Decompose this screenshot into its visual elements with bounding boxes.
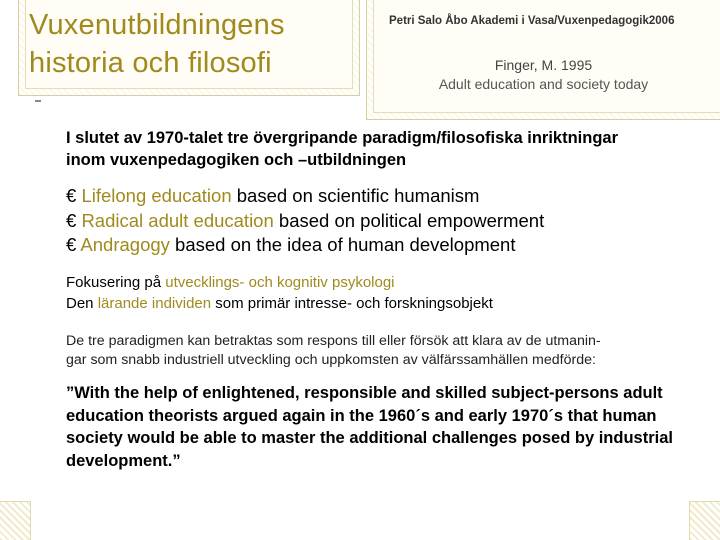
slide-title (29, 6, 285, 82)
divider (35, 100, 41, 102)
quote (66, 382, 686, 472)
title-panel (18, 0, 360, 96)
explanation-line: De tre paradigmen kan betraktas som respons till eller försök att klara av de utmanin- (66, 333, 601, 349)
reference-panel (366, 0, 720, 120)
focus-text (66, 272, 706, 314)
list-item (66, 184, 706, 209)
corner-decoration-right (689, 501, 720, 540)
focus-text-plain: Fokusering på (66, 274, 166, 291)
quote-line: ”With the help of enlightened, responsible and skilled subject-persons adult (66, 384, 663, 402)
list-item (66, 233, 706, 258)
intro-line: I slutet av 1970-talet tre övergripande paradigm/filosofiska inriktningar (66, 129, 618, 147)
citation-title: Adult education and society today (438, 76, 649, 92)
header-reference: Petri Salo Åbo Akademi i Vasa/Vuxenpedagogik2006 (389, 15, 675, 27)
focus-highlight: utvecklings- och kognitiv psykologi (165, 274, 395, 291)
focus-text-plain: Den (66, 295, 98, 312)
quote-line: society would be able to master the additional challenges posed by industrial (66, 429, 673, 447)
list-item (66, 209, 706, 234)
focus-text-plain: som primär intresse- och forskningsobjekt (211, 295, 493, 312)
paradigm-term: Radical adult education (81, 209, 274, 231)
citation-author: Finger, M. 1995 (494, 57, 593, 73)
paradigm-description: based on the idea of human development (169, 234, 516, 255)
corner-decoration-left (0, 501, 31, 540)
paradigm-list (66, 184, 706, 258)
slide-title-line: historia och filosofi (29, 47, 272, 79)
focus-line (66, 272, 706, 293)
focus-line (66, 293, 706, 314)
paradigm-explanation (66, 332, 706, 369)
intro-text (66, 127, 706, 171)
paradigm-term: Lifelong education (81, 185, 232, 206)
euro-bullet-icon: € (66, 185, 77, 206)
explanation-line: gar som snabb industriell utveckling och uppkomsten av välfärssamhällen medförde: (66, 351, 596, 368)
paradigm-description: based on scientific humanism (231, 185, 480, 206)
paradigm-description: based on political empowerment (273, 209, 545, 231)
focus-highlight: lärande individen (97, 295, 212, 312)
euro-bullet-icon: € (66, 209, 77, 231)
slide-title-line: Vuxenutbildningens (29, 9, 285, 41)
euro-bullet-icon: € (66, 234, 77, 255)
quote-line: development.” (66, 451, 181, 470)
paradigm-term: Andragogy (80, 234, 170, 255)
intro-line: inom vuxenpedagogiken och –utbildningen (66, 151, 407, 169)
quote-line: education theorists argued again in the 1960´s and early 1970´s that human (66, 406, 657, 425)
